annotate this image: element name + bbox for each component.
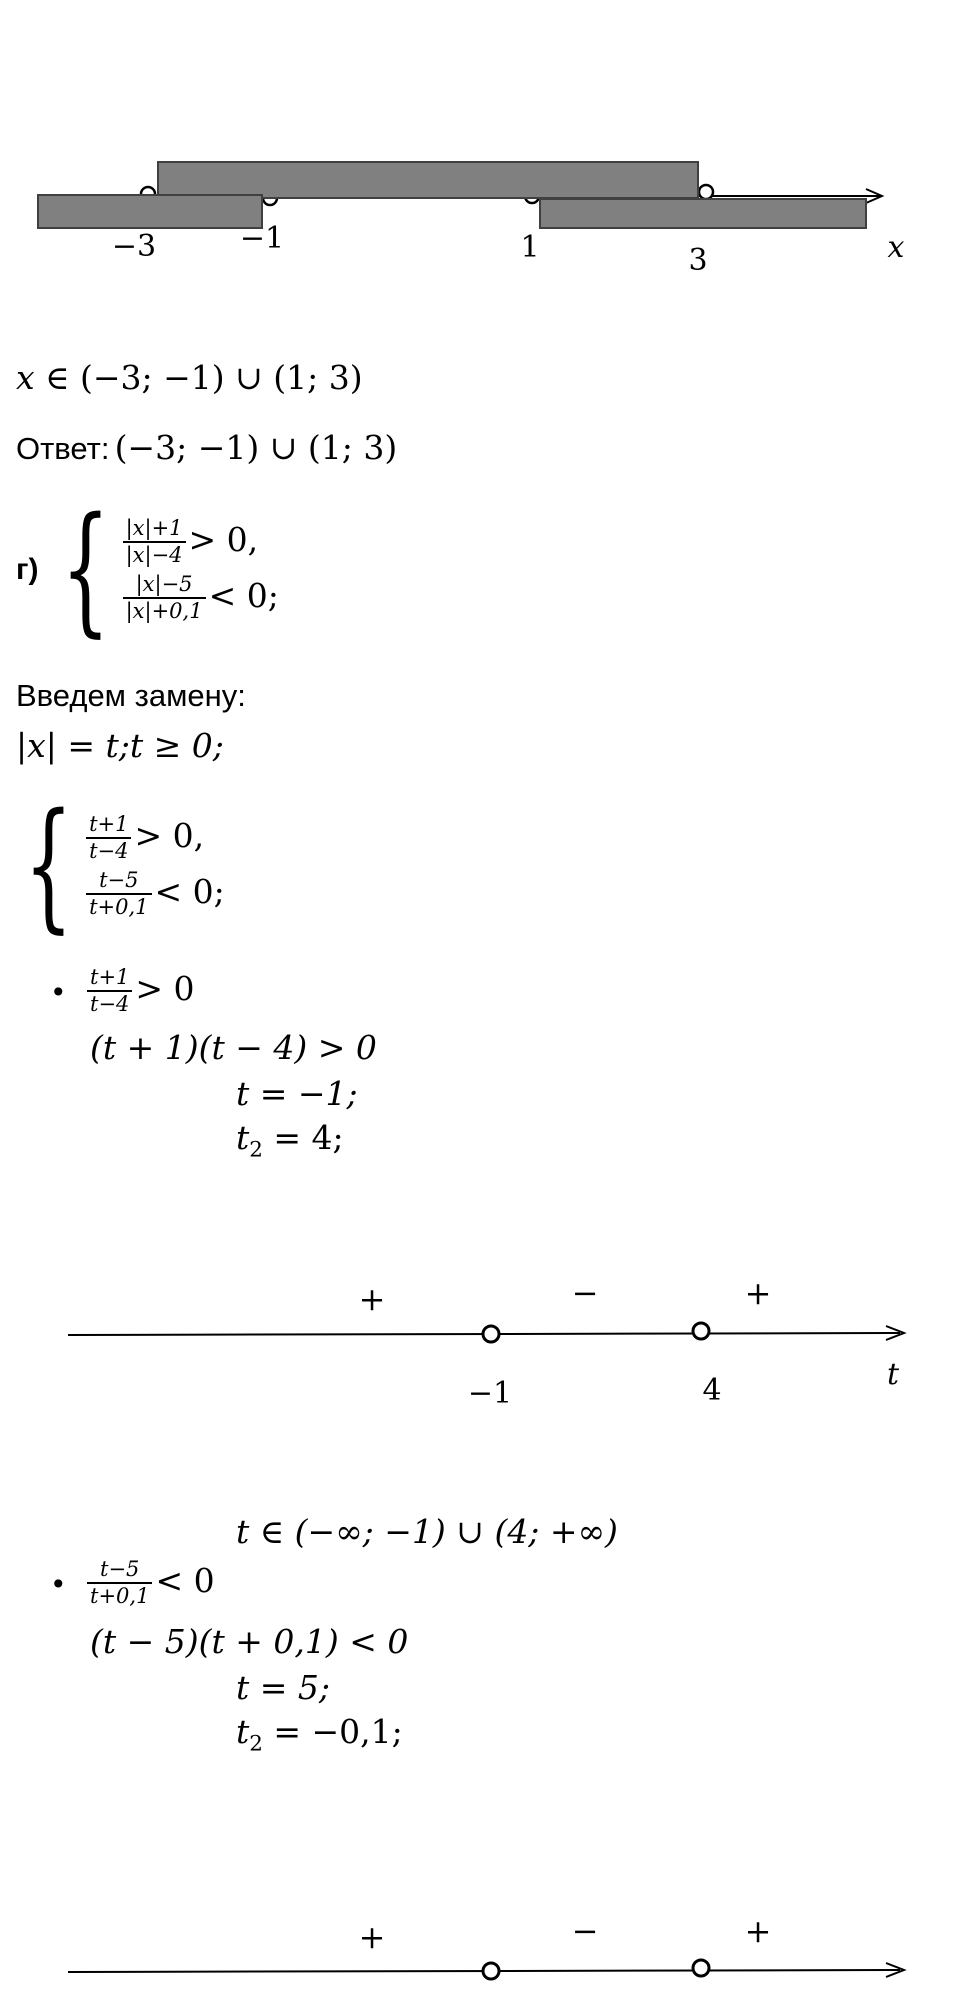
system-t-row2: $\frac{t-5}{t+0,1}$ < 0;	[83, 869, 225, 919]
t-tick-label-minus1: −1	[467, 1376, 513, 1411]
open-point-3	[699, 185, 713, 199]
open-point-t-4	[693, 1323, 709, 1339]
open-point-t2-left	[483, 1963, 499, 1979]
number-line-t	[0, 1260, 960, 1430]
open-point-t2-right	[693, 1960, 709, 1976]
sign2-minus-middle: −	[571, 1912, 599, 1950]
substitution-text: Введем замену:	[16, 678, 246, 713]
shaded-bar-right	[540, 199, 866, 228]
open-point-t-minus1	[483, 1326, 499, 1342]
result-x-interval: x ∈ (−3; −1) ∪ (1; 3)	[16, 358, 363, 397]
tick-label-minus1: −1	[239, 221, 285, 256]
bullet-2-inequality: $\frac{t-5}{t+0,1}$ < 0	[84, 1558, 215, 1608]
sign2-plus-right: +	[744, 1912, 772, 1950]
bullet-2-product: (t − 5)(t + 0,1) < 0	[90, 1622, 409, 1661]
bullet-2-root2: $t_2 = -0,1$;	[236, 1712, 403, 1757]
result-t-interval: t ∈ (−∞; −1) ∪ (4; +∞)	[236, 1512, 618, 1551]
bullet-2-marker: •	[50, 1568, 67, 1601]
tick-label-minus3: −3	[111, 229, 157, 264]
system-g-row1: $\frac{|x|+1}{|x|-4}$ > 0,	[120, 517, 279, 567]
sign-plus-left: +	[358, 1280, 386, 1318]
answer-line: Ответ: (−3; −1) ∪ (1; 3)	[16, 428, 398, 467]
sign-minus-middle: −	[571, 1274, 599, 1312]
sign2-plus-left: +	[358, 1918, 386, 1956]
bullet-1-root2: $t_2 = 4$;	[236, 1118, 344, 1163]
sign-plus-right: +	[744, 1274, 772, 1312]
number-line-t-second	[0, 1900, 960, 2000]
system-brace: {	[60, 488, 110, 651]
part-g-label: г)	[16, 553, 39, 586]
number-line-x	[0, 140, 960, 290]
bullet-1-inequality: $\frac{t+1}{t-4}$ > 0	[84, 966, 195, 1016]
bullet-1-root1: t = −1;	[236, 1074, 358, 1113]
system-g-row2: $\frac{|x|-5}{|x|+0,1}$ < 0;	[120, 573, 279, 623]
bullet-1-marker: •	[50, 976, 67, 1009]
substitution-equation: |x| = t;t ≥ 0;	[16, 726, 224, 765]
part-g-system	[16, 488, 279, 651]
system-t-brace: {	[24, 784, 74, 947]
t-tick-label-4: 4	[702, 1373, 722, 1408]
tick-label-3: 3	[688, 243, 708, 278]
shaded-bar-left	[38, 195, 262, 228]
bullet-1-product: (t + 1)(t − 4) > 0	[90, 1028, 377, 1067]
shaded-bar-top	[158, 162, 698, 198]
tick-label-1: 1	[520, 230, 540, 265]
bullet-2-root1: t = 5;	[236, 1668, 331, 1707]
system-t	[16, 784, 225, 947]
axis-label-x: x	[887, 230, 905, 265]
axis-label-t: t	[886, 1357, 900, 1392]
system-t-row1: $\frac{t+1}{t-4}$ > 0,	[83, 813, 225, 863]
